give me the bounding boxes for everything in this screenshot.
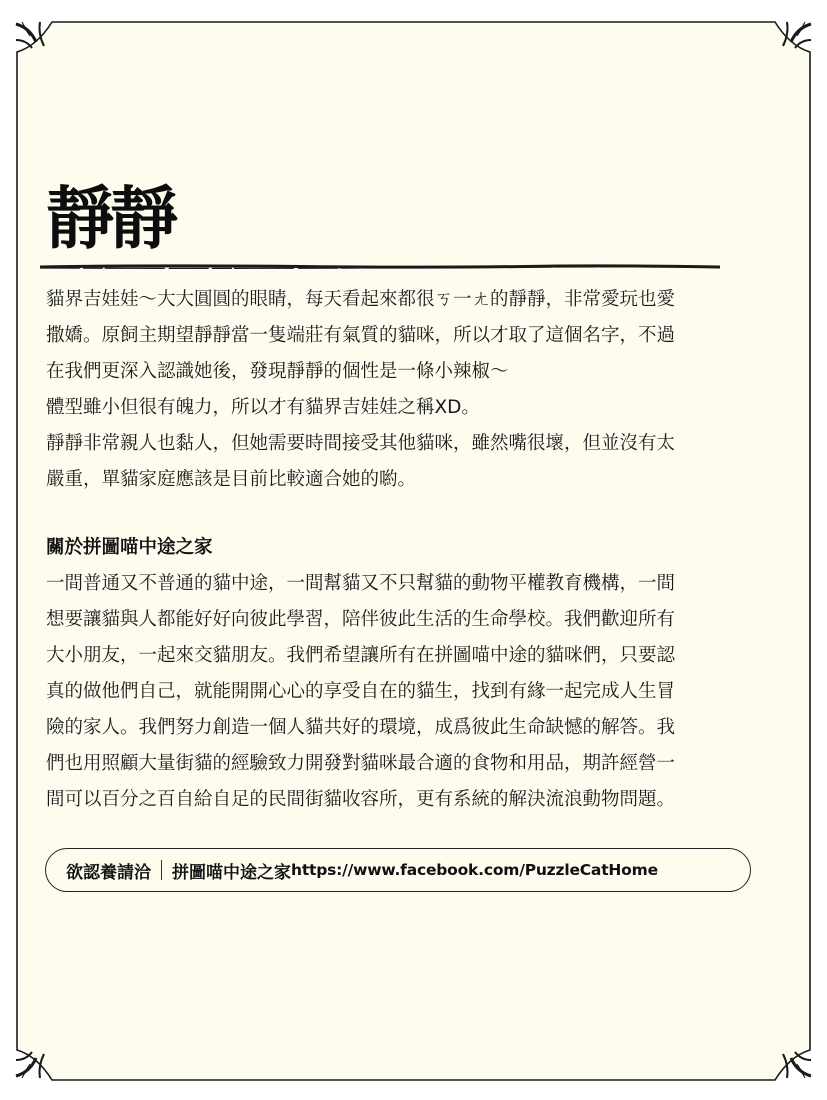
facebook-link[interactable]: https://www.facebook.com/PuzzleCatHome bbox=[291, 861, 658, 879]
description-line: 貓界吉娃娃～大大圓圓的眼睛，每天看起來都很ㄎ一ㄤ的靜靜，非常愛玩也愛 bbox=[46, 289, 676, 310]
about-line: 真的做他們自己，就能開開心心的享受自在的貓生，找到有緣一起完成人生冒 bbox=[46, 681, 676, 702]
title-block bbox=[46, 176, 786, 264]
description-line: 靜靜非常親人也黏人，但她需要時間接受其他貓咪，雖然嘴很壞，但並沒有太 bbox=[46, 433, 676, 454]
contact-pill bbox=[45, 848, 751, 892]
about-line: 間可以百分之百自給自足的民間街貓收容所，更有系統的解決流浪動物問題。 bbox=[46, 789, 676, 810]
description-line: 在我們更深入認識她後，發現靜靜的個性是一條小辣椒～ bbox=[46, 361, 509, 382]
cat-name-title: 靜靜 bbox=[46, 180, 175, 259]
contact-label: 欲認養請洽 bbox=[66, 862, 151, 883]
cat-description bbox=[46, 282, 776, 498]
about-line: 大小朋友，一起來交貓朋友。我們希望讓所有在拼圖喵中途的貓咪們，只要認 bbox=[46, 645, 676, 666]
contact-separator bbox=[161, 860, 162, 880]
contact-org: 拼圖喵中途之家 bbox=[172, 862, 291, 883]
brush-divider bbox=[40, 262, 720, 272]
description-line: 撒嬌。原飼主期望靜靜當一隻端莊有氣質的貓咪，所以才取了這個名字，不過 bbox=[46, 325, 676, 346]
description-line: 嚴重，單貓家庭應該是目前比較適合她的喲。 bbox=[46, 469, 417, 490]
description-line: 體型雖小但很有魄力，所以才有貓界吉娃娃之稱XD。 bbox=[46, 397, 480, 418]
about-line: 們也用照顧大量街貓的經驗致力開發對貓咪最合適的食物和用品，期許經營一 bbox=[46, 753, 676, 774]
about-line: 險的家人。我們努力創造一個人貓共好的環境，成爲彼此生命缺憾的解答。我 bbox=[46, 717, 676, 738]
about-line: 一間普通又不普通的貓中途，一間幫貓又不只幫貓的動物平權教育機構，一間 bbox=[46, 573, 676, 594]
about-section bbox=[46, 530, 776, 818]
about-heading: 關於拼圖喵中途之家 bbox=[46, 537, 213, 558]
about-line: 想要讓貓與人都能好好向彼此學習，陪伴彼此生活的生命學校。我們歡迎所有 bbox=[46, 609, 676, 630]
